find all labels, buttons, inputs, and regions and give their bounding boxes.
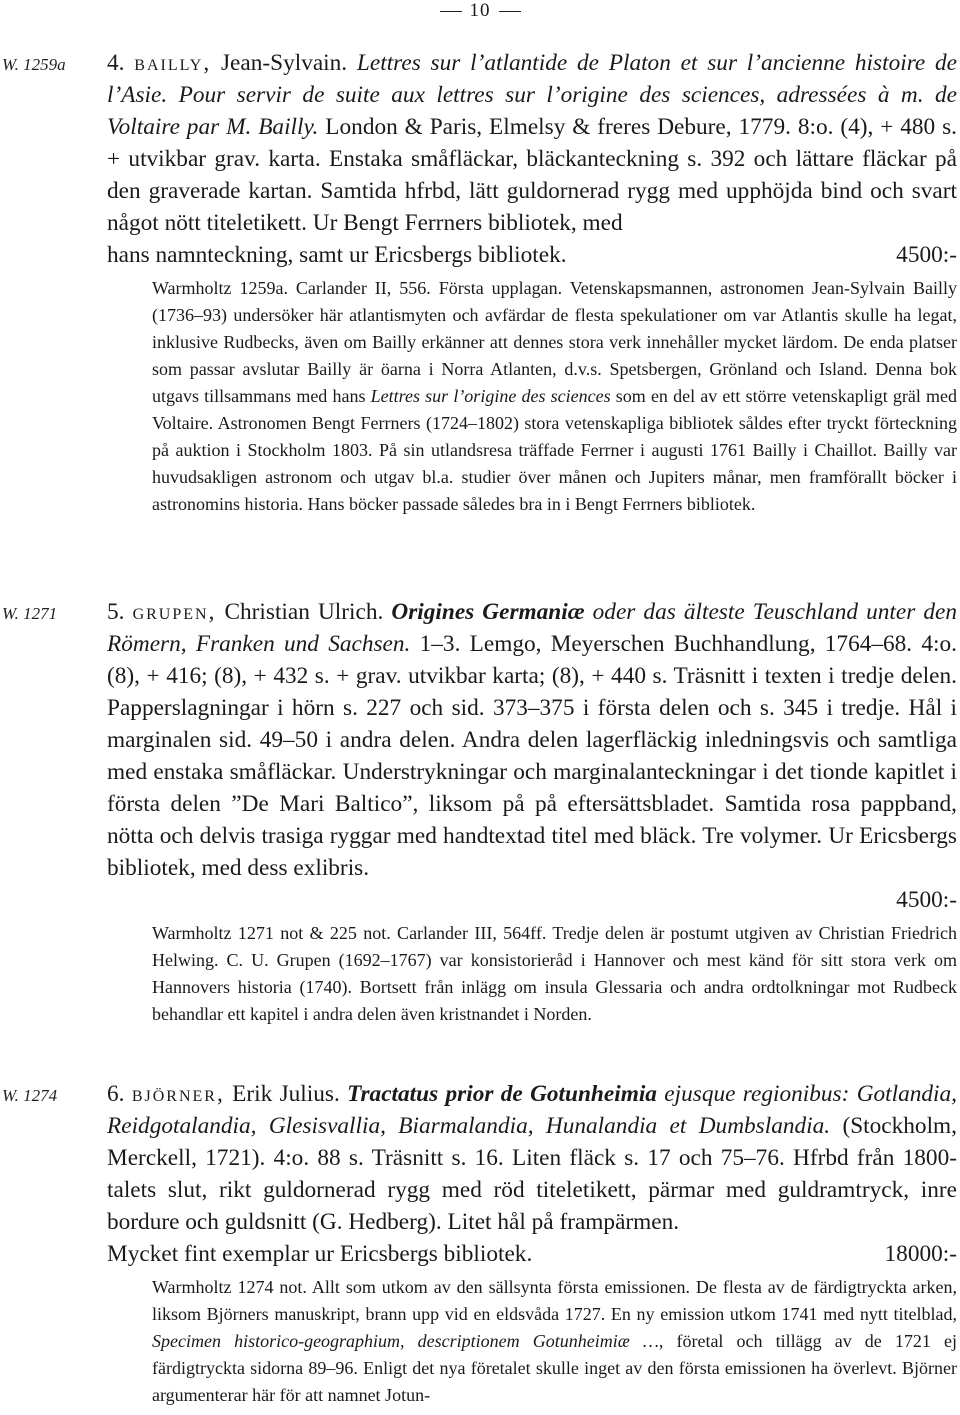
entry-last-line: hans namnteckning, samt ur Ericsbergs bibliotek. <box>107 242 567 268</box>
entry-note <box>152 275 957 518</box>
entry-grupen <box>107 596 957 1028</box>
page-number-rule-right <box>499 11 521 12</box>
entry-title: Lettres sur l’atlantide de Platon et sur l’ancienne histoire de l’Asie. Pour servir de suite aux lettres sur l’origine des sciences, adressées à m. de Voltaire par M. Bailly. <box>107 50 958 140</box>
entry-author-given: Christian Ulrich. <box>216 599 392 625</box>
entry-note-part1: Warmholtz 1274 not. Allt som utkom av den sällsynta första emissionen. De flesta av de färdigtryckta arken, liksom Björners manuskript, brann upp vid en eldsvåda 1727. En ny emission utkom 1741 med nytt titelblad, <box>152 1277 957 1324</box>
entry-note: Warmholtz 1271 not & 225 not. Carlander III, 564ff. Tredje delen är postumt utgiven av Christian Friedrich Helwing. C. U. Grupen (1692–1767) var konsistorieråd i Hannover och mest känd för sitt stora verk om Hannovers historia (1740). Bortsett från inlägg om insula Glessaria och andra ordtolkningar mot Rudbeck behandlar ett kapitel i andra delen även kristnandet i Norden. <box>152 923 957 1024</box>
entry-price: 4500:- <box>896 887 957 913</box>
margin-ref-3: W. 1274 <box>2 1086 58 1105</box>
entry-bjorner <box>107 1078 957 1409</box>
entry-author-given: Jean-Sylvain. <box>211 50 357 76</box>
entry-note-part1: Warmholtz 1259a. Carlander II, 556. Första upplagan. Vetenskapsmannen, astronomen Jean-Sylvain Bailly (1736–93) undersöker här atlantismyten och avfärdar de flesta spekulationer om var Atlantis skulle ha legat, inklusive Rudbecks, även om Bailly erkänner att dennes stora verk innehåller mycket lärdom. De enda platser som passar avslutar Bailly är öarna i Norra Atlanten, d.v.s. Spetsbergen, Grönland och Island. Denna bok utgavs tillsammans med hans <box>152 278 957 406</box>
entry-bailly <box>107 47 957 518</box>
entry-body: (Stockholm, Merckell, 1721). 4:o. 88 s. Träsnitt s. 16. Liten fläck s. 17 och 75–76. Hfrbd från 1800-talets slut, rikt guldornerad rygg med röd titeletikett, pärmar med guldramtryck, inre bordure och guldsnitt (G. Hedberg). Litet hål på frampärmen. <box>107 1113 957 1235</box>
entry-note <box>152 1274 957 1409</box>
entry-title-rest: ejusque regionibus: Gotlandia, Reidgotalandia, Glesisvallia, Biarmalandia, Hunalandia et Dumbslandia. <box>107 1081 958 1139</box>
entry-number: 4. <box>107 50 125 76</box>
entry-main-text <box>107 596 957 884</box>
entry-note-part2: , företal och tillägg av de 1721 ej färdigtryckta sidorna 89–96. Enligt det nya företalet skulle inget av den första emissionen ha överlevt. Björner argumenterar här för att namnet Jotun- <box>152 1331 957 1405</box>
entry-title-bold: Origines Germaniæ <box>391 599 585 625</box>
entry-title-rest: oder das älteste Teuschland unter den Römern, Franken und Sachsen. <box>107 599 957 657</box>
page-number-rule-left <box>440 11 462 12</box>
entry-title-bold: Tractatus prior de Gotunheimia <box>347 1081 657 1107</box>
entry-author-given: Erik Julius. <box>224 1081 348 1107</box>
entry-body: London & Paris, Elmelsy & freres Debure, 1779. 8:o. (4), + 480 s. + utvikbar grav. karta. Enstaka småfläckar, bläckanteckning s. 392 och lättare fläckar på den graverade kartan. Samtida hfrbd, lätt guldornerad rygg med upphöjda bind och svart något nött titeletikett. Ur Bengt Ferrners bibliotek, med <box>107 114 957 236</box>
entry-author: björner, <box>131 1081 225 1107</box>
entry-main-text <box>107 47 957 239</box>
entry-note-italic: Lettres sur l’origine des sciences <box>370 386 611 406</box>
entry-price-line <box>107 239 957 271</box>
entry-price: 4500:- <box>896 242 957 268</box>
margin-ref-2: W. 1271 <box>2 604 58 623</box>
entry-author: bailly, <box>134 50 212 76</box>
entry-last-line: Mycket fint exemplar ur Ericsbergs bibliotek. <box>107 1241 533 1267</box>
entry-price-line <box>107 1238 957 1270</box>
entry-author: grupen, <box>132 599 217 625</box>
entry-note-part2: som en del av ett större vetenskapligt gräl med Voltaire. Astronomen Bengt Ferrners (1724–1802) stora vetenskapliga bibliotek såldes efter tryckt förteckning på auktion i Stockholm 1803. På sin utlandsresa träffade Ferrner i augusti 1761 Bailly i Chaillot. Bailly var huvudsakligen astronom och utgav bl.a. studier över månen och Jupiters månar, men framförallt böcker i astronomins historia. Hans böcker passade således bra in i Bengt Ferrners bibliotek. <box>152 386 957 514</box>
margin-ref-1: W. 1259a <box>2 55 66 74</box>
page-number <box>0 0 960 20</box>
page-number-text: 10 <box>469 0 491 21</box>
entry-price: 18000:- <box>884 1241 957 1267</box>
entry-number: 5. <box>107 599 125 625</box>
entry-body: 1–3. Lemgo, Meyerschen Buchhandlung, 1764–68. 4:o. (8), + 416; (8), + 432 s. + grav. utvikbar karta; (8), + 440 s. Träsnitt i texten i tredje delen. Papperslagningar i hörn s. 227 och sid. 373–375 i första delen och s. 345 i tredje. Hål i marginalen sid. 49–50 i andra delen. Andra delen lagerfläckig inledningsvis och samtliga med enstaka småfläckar. Understrykningar och marginalanteckningar i det tionde kapitlet i första delen ”De Mari Baltico”, liksom på på eftersättsbladet. Samtida rosa pappband, nötta och delvis trasiga ryggar med handtextad titel med bläck. Tre volymer. Ur Ericsbergs bibliotek, med dess exlibris. <box>107 631 957 881</box>
entry-note-italic: Specimen historico-geographium, descriptionem Gotunheimiæ … <box>152 1331 659 1351</box>
entry-main-text <box>107 1078 957 1238</box>
entry-number: 6. <box>107 1081 125 1107</box>
